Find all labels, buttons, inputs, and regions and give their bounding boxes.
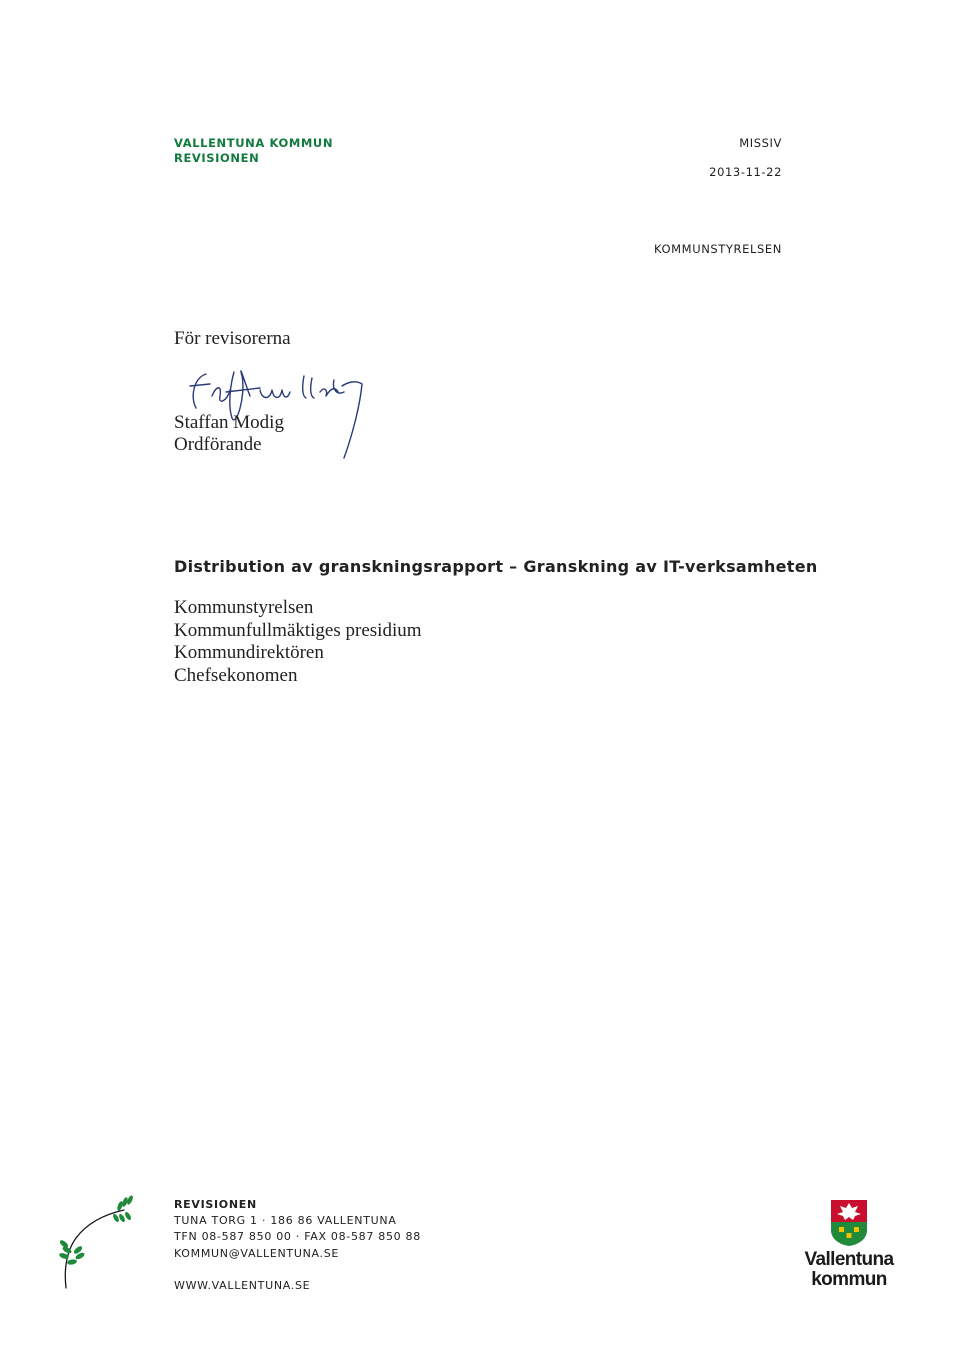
brand-line-2: kommun <box>811 1269 887 1290</box>
brand-line-1: Vallentuna <box>804 1249 894 1270</box>
leaf-branch-logo <box>58 1192 148 1292</box>
list-item: Kommunstyrelsen <box>174 597 314 618</box>
brand-wordmark <box>796 1250 902 1290</box>
footer-website: WWW.VALLENTUNA.SE <box>174 1278 311 1292</box>
department-name: REVISIONEN <box>174 151 260 165</box>
document-date: 2013-11-22 <box>709 165 782 179</box>
list-item: Kommundirektören <box>174 642 324 663</box>
document-type: MISSIV <box>739 136 782 150</box>
footer-email: KOMMUN@VALLENTUNA.SE <box>174 1246 340 1260</box>
footer-address: TUNA TORG 1 · 186 86 VALLENTUNA <box>174 1214 397 1228</box>
org-name: VALLENTUNA KOMMUN <box>174 136 334 150</box>
distribution-list <box>174 597 422 687</box>
coat-of-arms-icon <box>831 1200 867 1246</box>
list-item: Chefsekonomen <box>174 664 298 686</box>
signer-name: Staffan Modig <box>174 412 284 433</box>
list-item: Kommunfullmäktiges presidium <box>174 619 422 641</box>
sender-block <box>174 136 333 166</box>
recipient: KOMMUNSTYRELSEN <box>653 242 782 256</box>
footer-contact <box>174 1197 421 1294</box>
footer-phone-fax: TFN 08-587 850 00 · FAX 08-587 850 88 <box>174 1230 421 1244</box>
signature-intro: För revisorerna <box>174 328 291 349</box>
footer-department: REVISIONEN <box>174 1198 257 1211</box>
distribution-heading: Distribution av granskningsrapport – Granskning av IT-verksamheten <box>174 557 818 576</box>
signer-title: Ordförande <box>174 434 262 455</box>
